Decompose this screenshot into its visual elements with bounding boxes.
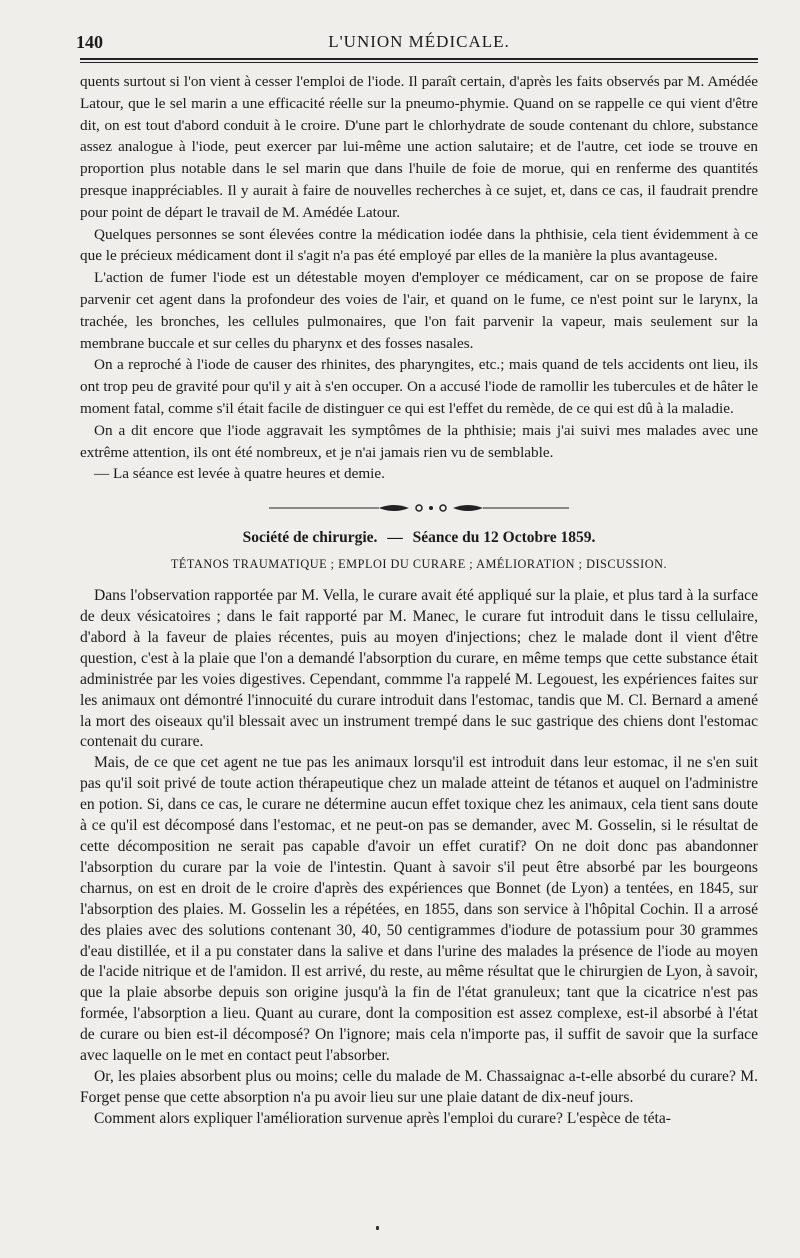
ornamental-divider [80,491,758,525]
paragraph: quents surtout si l'on vient à cesser l'emploi de l'iode. Il paraît certain, d'après les faits observés par M. Amédée Latour, que le sel marin a une efficacité réelle sur la pneumo-phymie. Quand on se rappelle ce qui vient d'être dit, on est tout d'abord conduit à le croire. D'une part le chlorhydrate de soude contenant du chlore, substance assez analogue à l'iode, peut exercer par lui-même une action salutaire; et de l'autre, cet iode se trouve en proportion plus notable dans le sel marin que dans l'huile de foie de morue, qui en renferme des quantités presque inappréciables. Il y aurait à faire de nouvelles recherches à ce sujet, et, dans ce cas, il faudrait prendre pour point de départ le travail de M. Amédée Latour. [80,73,758,221]
paragraph: Comment alors expliquer l'amélioration survenue après l'emploi du curare? L'espèce de téta- [94,1109,671,1127]
section-heading [80,529,758,547]
page-header [76,26,758,56]
page-mark [376,1226,379,1230]
session-date: Séance du 12 Octobre 1859. [412,529,596,547]
society-name: Société de chirurgie. [242,529,378,547]
session-closing-line: — La séance est levée à quatre heures et demie. [94,465,385,483]
heading-dash: — [387,529,403,547]
paragraph: Dans l'observation rapportée par M. Vella, le curare avait été appliqué sur la plaie, et plus tard à la surface de deux vésicatoires ; dans le fait rapporté par M. Manec, le curare fut introduit dans le tissu cellulaire, d'abord à la faveur de plaies récentes, puis au moyen d'injections; chez le malade dont il vient d'être question, c'est à la plaie que l'on a demandé l'absorption du curare, en même temps que cette substance était administrée par les voies digestives. Cependant, commme l'a rappelé M. Legouest, les expériences faites sur les animaux ont démontré l'innocuité du curare introduit dans l'estomac, tandis que M. Cl. Bernard a amené la mort des oiseaux qu'il blessait avec un instrument trempé dans le suc gastrique des chiens dont l'estomac contenait du curare. [80,587,758,751]
paragraph: Quelques personnes se sont élevées contre la médication iodée dans la phthisie, cela tient évidemment à ce que le précieux médicament dont il s'agit n'a pas été employé par elles de la manière la plus avantageuse. [80,225,758,265]
section-subtitle: TÉTANOS TRAUMATIQUE ; EMPLOI DU CURARE ; AMÉLIORATION ; DISCUSSION. [170,557,668,572]
ornament-flourish-icon [259,498,579,518]
page-number: 140 [76,32,103,52]
top-text-block [80,71,758,485]
paragraph: On a reproché à l'iode de causer des rhinites, des pharyngites, etc.; mais quand de tels accidents ont lieu, ils ont trop peu de gravité pour qu'il y ait à s'en occuper. On a accusé l'iode de ramollir les tubercules et de hâter le moment fatal, comme s'il était facile de distinguer ce qui est l'effet du remède, de ce qui est dû à la maladie. [80,356,758,417]
paragraph: On a dit encore que l'iode aggravait les symptômes de la phthisie; mais j'ai suivi mes malades avec une extrême attention, ils ont été nombreux, et je n'ai jamais rien vu de semblable. [80,421,758,461]
header-rule [80,58,758,63]
paragraph: Mais, de ce que cet agent ne tue pas les animaux lorsqu'il est introduit dans leur estomac, il ne s'en suit pas qu'il soit privé de toute action thérapeutique chez un malade atteint de tétanos et auquel on l'administre en potion. Si, dans ce cas, le curare ne détermine aucun effet toxique chez les animaux, cela tient sans doute à ce qu'il est décomposé dans l'estomac, et ne peut-on pas se demander, avec M. Gosselin, si le résultat de cette décomposition ne serait pas capable d'avoir un effet curatif? On ne doit donc pas abandonner l'absorption du curare par la voie de l'intestin. Quant à savoir s'il peut être absorbé par les bourgeons charnus, on est en droit de le croire d'après des expériences que Bonnet (de Lyon) a tentées, en 1845, sur l'absorption des plaies. M. Gosselin les a répétées, en 1855, dans son service à l'hôpital Cochin. Il a arrosé des plaies avec des solutions contenant 30, 40, 50 centigrammes d'iodure de potassium pour 30 grammes d'eau distillée, et il a pu constater dans la salive et dans l'urine des malades la présence de l'iode au moyen de l'acide nitrique et de l'amidon. Il est arrivé, du reste, au même résultat que le chirurgien de Lyon, à savoir, que la plaie absorbe depuis son origine jusqu'à la fin de l'état granuleux; tant que la cicatrice n'est pas formée, l'absorption a lieu. Quant au curare, dont la composition est assez complexe, est-il absorbé à l'état de curare ou bien est-il décomposé? On l'ignore; mais cela n'importe pas, il suffit de savoir que la surface avec laquelle on le met en contact peut l'absorber. [80,754,758,1065]
running-title: L'UNION MÉDICALE. [328,32,510,51]
paragraph: L'action de fumer l'iode est un détestable moyen d'employer ce médicament, car on se propose de faire parvenir cet agent dans la profondeur des voies de l'air, et quand on le fume, ce n'est point sur le larynx, la trachée, les bronches, les cellules pulmonaires, que l'on fait parvenir la vapeur, mais seulement sur la membrane buccale et sur celles du pharynx et des fosses nasales. [80,269,758,352]
paragraph: Or, les plaies absorbent plus ou moins; celle du malade de M. Chassaignac a-t-elle absorbé du curare? M. Forget pense que cette absorption n'a pu avoir lieu sur une plaie datant de dix-neuf jours. [80,1067,758,1106]
bottom-text-block [80,586,758,1130]
